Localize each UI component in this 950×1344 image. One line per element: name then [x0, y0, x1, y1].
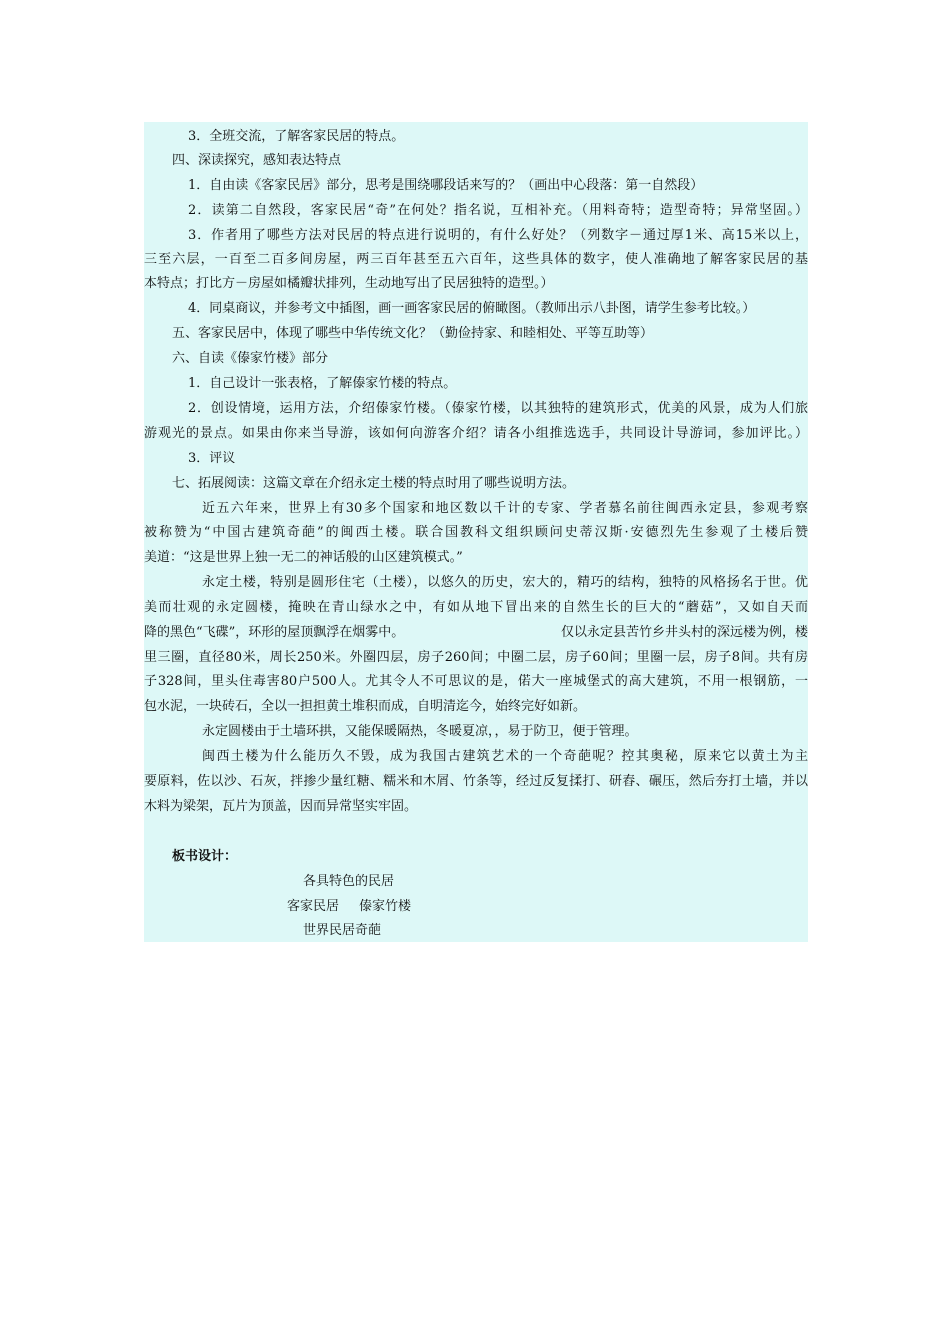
text-line: 本特点；打比方－房屋如橘瓣状排列，生动地写出了民居独特的造型。）	[144, 276, 554, 291]
text-line: 降的黑色“飞碟”，环形的屋顶飘浮在烟雾中。	[144, 625, 405, 640]
text-line: 三至六层，一百至二百多间房屋，两三百年甚至五六百年，这些具体的数字，使人准确地了解客家民居的基	[144, 252, 808, 267]
text-line: 永定土楼，特别是圆形住宅（土楼），以悠久的历史，宏大的，精巧的结构，独特的风格扬名于世。优	[202, 575, 808, 590]
section-heading: 五、客家民居中，体现了哪些中华传统文化？（勤俭持家、和睦相处、平等互助等）	[172, 326, 654, 341]
text-line: 4．同桌商议，并参考文中插图，画一画客家民居的俯瞰图。（教师出示八卦图，请学生参考比较。）	[188, 301, 756, 316]
text-line: 闽西土楼为什么能历久不毁，成为我国古建筑艺术的一个奇葩呢？控其奥秘，原来它以黄土为主	[202, 749, 808, 764]
text-line: 要原料，佐以沙、石灰，拌掺少量红糖、糯米和木屑、竹条等，经过反复揉打、研舂、碾压，然后夯打土墙，并以	[144, 774, 808, 789]
text-line: 1．自由读《客家民居》部分，思考是围绕哪段话来写的？（画出中心段落：第一自然段）	[188, 178, 704, 193]
text-line: 里三圈，直径80米，周长250米。外圈四层，房子260间；中圈二层，房子60间；里圈一层，房子8间。共有房	[144, 650, 808, 665]
section-heading: 七、拓展阅读：这篇文章在介绍永定土楼的特点时用了哪些说明方法。	[172, 476, 576, 491]
text-line: 游观光的景点。如果由你来当导游，该如何向游客介绍？请各小组推选选手，共同设计导游词，参加评比。）	[144, 426, 808, 441]
text-line: 被称赞为“中国古建筑奇葩”的闽西土楼。联合国教科文组织顾问史蒂汉斯·安德烈先生参观了土楼后赞	[144, 525, 808, 540]
text-line: 仅以永定县苦竹乡井头村的深远楼为例，楼	[560, 625, 808, 640]
text-line: 近五六年来，世界上有30多个国家和地区数以千计的专家、学者慕名前往闽西永定县，参观考察	[202, 501, 808, 516]
text-line: 包水泥，一块砖石，全以一担担黄土堆积而成，自明清迄今，始终完好如新。	[144, 699, 587, 714]
text-line: 美而壮观的永定圆楼，掩映在青山绿水之中，有如从地下冒出来的自然生长的巨大的“蘑菇”，又如自天而	[144, 600, 808, 615]
board-design-heading: 板书设计：	[172, 849, 238, 864]
text-line: 3．全班交流，了解客家民居的特点。	[188, 129, 405, 144]
board-design-left-item: 客家民居	[287, 899, 340, 914]
text-line: 永定圆楼由于土墙环拱，又能保暖隔热，冬暖夏凉，，易于防卫，便于管理。	[202, 724, 638, 739]
section-heading: 四、深读探究，感知表达特点	[172, 153, 342, 168]
text-line: 木料为梁架，瓦片为顶盖，因而异常坚实牢固。	[144, 799, 418, 814]
lesson-plan-document	[144, 122, 808, 942]
text-line: 子328间，里头住毒害80户500人。尤其令人不可思议的是，偌大一座城堡式的高大建筑，不用一根钢筋，一	[144, 674, 808, 689]
text-line: 3．作者用了哪些方法对民居的特点进行说明的，有什么好处？（列数字－通过厚1米、高15米以上，	[188, 228, 808, 243]
board-design-title: 各具特色的民居	[303, 874, 395, 889]
text-line: 3．评议	[188, 451, 236, 466]
section-heading: 六、自读《傣家竹楼》部分	[172, 351, 329, 366]
board-design-conclusion: 世界民居奇葩	[303, 923, 382, 938]
text-line: 1．自己设计一张表格，了解傣家竹楼的特点。	[188, 376, 457, 391]
text-line: 2．创设情境，运用方法，介绍傣家竹楼。（傣家竹楼，以其独特的建筑形式，优美的风景，成为人们旅	[188, 401, 808, 416]
text-line: 2．读第二自然段，客家民居“奇”在何处？指名说，互相补充。（用料奇特；造型奇特；异常坚固。）	[188, 203, 808, 218]
board-design-right-item: 傣家竹楼	[359, 899, 412, 914]
text-line: 美道：“这是世界上独一无二的神话般的山区建筑模式。”	[144, 550, 463, 565]
